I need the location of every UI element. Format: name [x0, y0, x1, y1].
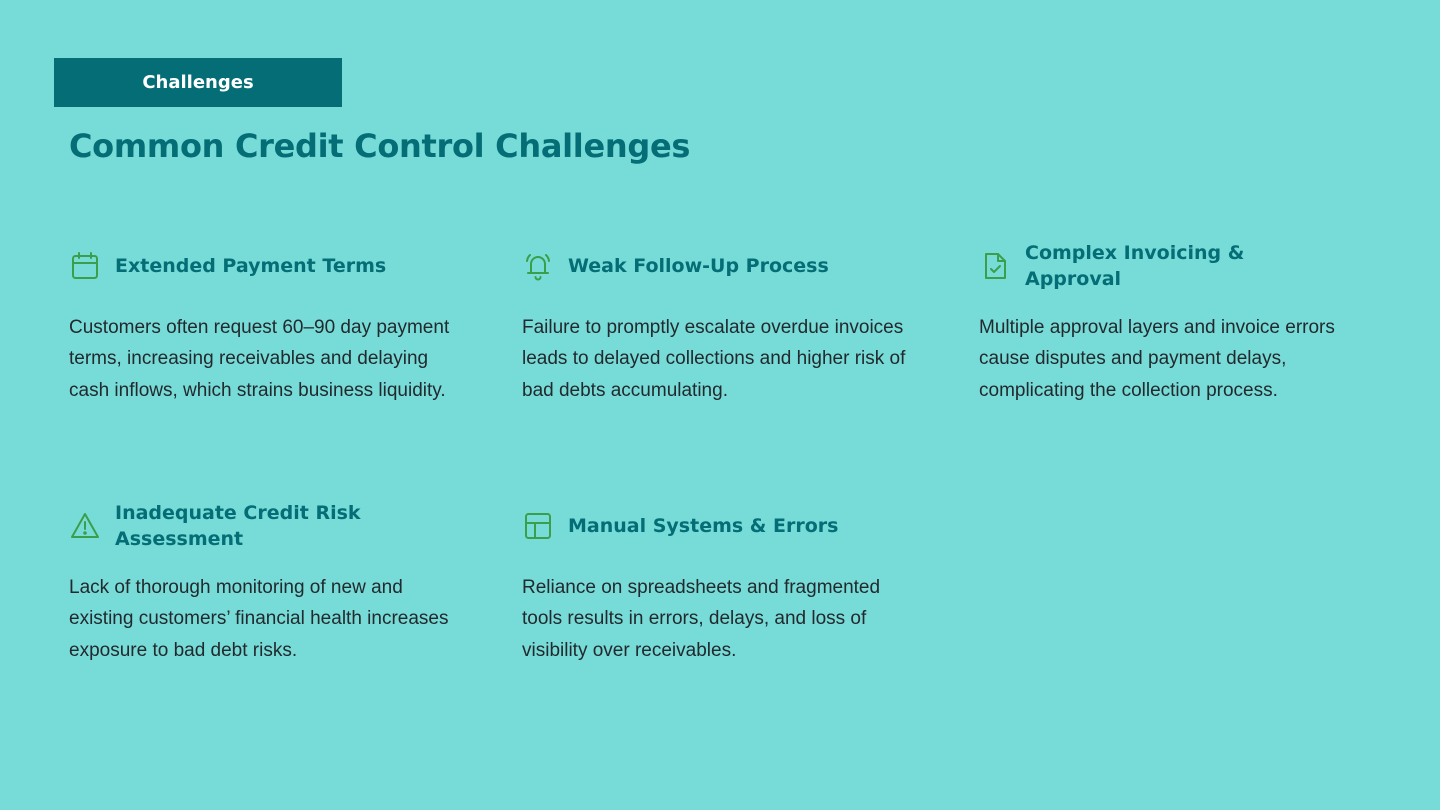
card-title: Weak Follow-Up Process [568, 255, 829, 277]
card-title: Complex Invoicing & Approval [1025, 242, 1245, 290]
card-header [69, 236, 464, 296]
alarm-bell-icon [522, 250, 554, 282]
card-header [979, 236, 1374, 296]
section-tag: Challenges [54, 58, 342, 107]
card-header [522, 496, 917, 556]
warning-triangle-icon [69, 510, 101, 542]
table-layout-icon [522, 510, 554, 542]
card-description: Customers often request 60–90 day payment terms, increasing receivables and delaying cash inflows, which strains business liquidity. [69, 317, 450, 401]
card-header [69, 496, 464, 556]
card-description: Reliance on spreadsheets and fragmented tools results in errors, delays, and loss of visibility over receivables. [522, 577, 881, 661]
card-title: Manual Systems & Errors [568, 515, 839, 537]
card-header [522, 236, 917, 296]
calendar-icon [69, 250, 101, 282]
card-description: Lack of thorough monitoring of new and existing customers’ financial health increases exposure to bad debt risks. [69, 577, 449, 661]
card-description: Multiple approval layers and invoice errors cause disputes and payment delays, complicating the collection process. [979, 317, 1335, 401]
file-check-icon [979, 250, 1011, 282]
card-description: Failure to promptly escalate overdue invoices leads to delayed collections and higher risk of bad debts accumulating. [522, 317, 906, 401]
card-title: Extended Payment Terms [115, 255, 387, 277]
page-title: Common Credit Control Challenges [69, 127, 691, 165]
card-title: Inadequate Credit Risk Assessment [115, 502, 361, 550]
